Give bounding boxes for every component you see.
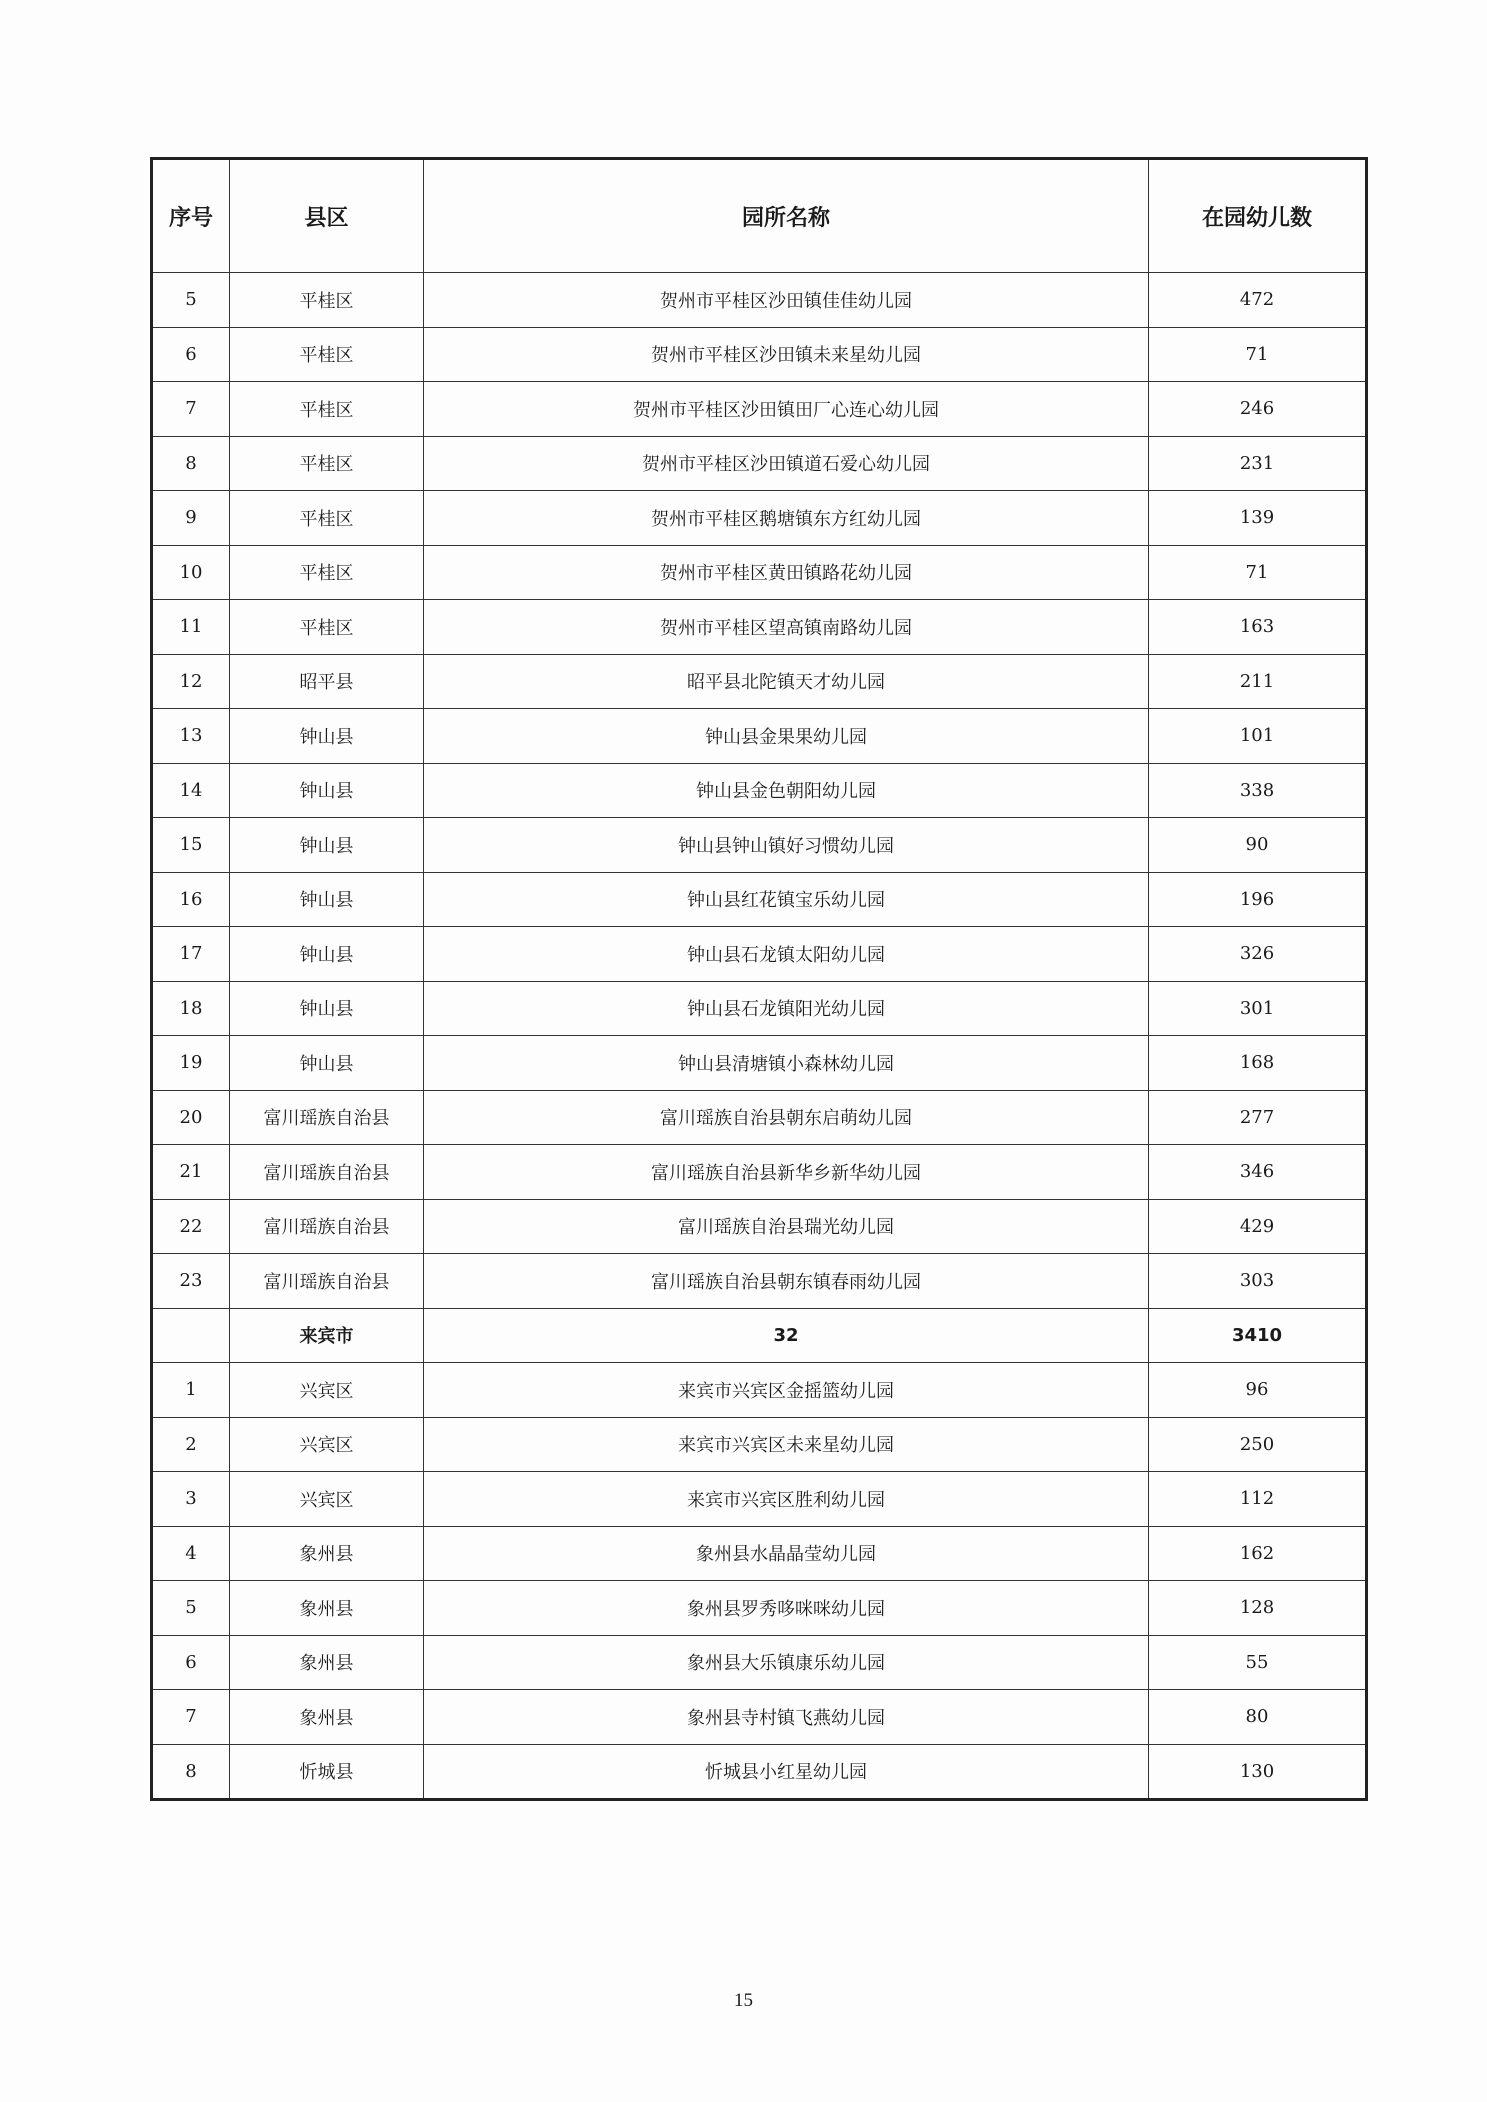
cell-county: 平桂区	[230, 600, 424, 655]
cell-name: 钟山县红花镇宝乐幼儿园	[424, 872, 1149, 927]
cell-count: 168	[1149, 1036, 1367, 1091]
cell-name: 富川瑶族自治县新华乡新华幼儿园	[424, 1145, 1149, 1200]
cell-county: 钟山县	[230, 872, 424, 927]
table-row	[152, 273, 1367, 328]
cell-name: 钟山县钟山镇好习惯幼儿园	[424, 818, 1149, 873]
cell-county: 平桂区	[230, 327, 424, 382]
cell-county: 平桂区	[230, 273, 424, 328]
cell-county: 钟山县	[230, 927, 424, 982]
cell-county: 象州县	[230, 1690, 424, 1745]
cell-county: 钟山县	[230, 818, 424, 873]
cell-county: 象州县	[230, 1635, 424, 1690]
cell-county: 富川瑶族自治县	[230, 1199, 424, 1254]
table-row	[152, 600, 1367, 655]
cell-count: 101	[1149, 709, 1367, 764]
cell-name: 象州县寺村镇飞燕幼儿园	[424, 1690, 1149, 1745]
cell-seq: 19	[152, 1036, 230, 1091]
cell-county: 兴宾区	[230, 1417, 424, 1472]
cell-county: 平桂区	[230, 545, 424, 600]
cell-seq: 4	[152, 1526, 230, 1581]
cell-seq: 7	[152, 382, 230, 437]
cell-county: 平桂区	[230, 436, 424, 491]
cell-county: 象州县	[230, 1526, 424, 1581]
cell-county: 象州县	[230, 1581, 424, 1636]
cell-name: 贺州市平桂区沙田镇佳佳幼儿园	[424, 273, 1149, 328]
cell-county: 忻城县	[230, 1744, 424, 1800]
cell-seq: 8	[152, 436, 230, 491]
cell-name: 钟山县金色朝阳幼儿园	[424, 763, 1149, 818]
cell-count: 96	[1149, 1363, 1367, 1418]
cell-county: 兴宾区	[230, 1363, 424, 1418]
cell-seq: 22	[152, 1199, 230, 1254]
cell-seq: 6	[152, 1635, 230, 1690]
table-row	[152, 709, 1367, 764]
kindergarten-table	[150, 157, 1368, 1801]
cell-name: 贺州市平桂区沙田镇未来星幼儿园	[424, 327, 1149, 382]
cell-county: 钟山县	[230, 1036, 424, 1091]
cell-county: 钟山县	[230, 763, 424, 818]
cell-count: 196	[1149, 872, 1367, 927]
cell-count: 163	[1149, 600, 1367, 655]
header-seq: 序号	[152, 159, 230, 273]
subtotal-row	[152, 1308, 1367, 1363]
table-row	[152, 1635, 1367, 1690]
cell-name: 贺州市平桂区沙田镇道石爱心幼儿园	[424, 436, 1149, 491]
cell-seq: 8	[152, 1744, 230, 1800]
cell-seq: 13	[152, 709, 230, 764]
cell-seq: 15	[152, 818, 230, 873]
table-row	[152, 981, 1367, 1036]
cell-count: 231	[1149, 436, 1367, 491]
table-row	[152, 763, 1367, 818]
table-row	[152, 1417, 1367, 1472]
cell-count: 211	[1149, 654, 1367, 709]
cell-name: 钟山县清塘镇小森林幼儿园	[424, 1036, 1149, 1091]
cell-count: 112	[1149, 1472, 1367, 1527]
table-row	[152, 654, 1367, 709]
cell-seq: 12	[152, 654, 230, 709]
cell-name: 32	[424, 1308, 1149, 1363]
cell-name: 富川瑶族自治县朝东镇春雨幼儿园	[424, 1254, 1149, 1309]
cell-count: 326	[1149, 927, 1367, 982]
table-row	[152, 1090, 1367, 1145]
cell-seq: 2	[152, 1417, 230, 1472]
table-row	[152, 327, 1367, 382]
cell-county: 富川瑶族自治县	[230, 1145, 424, 1200]
cell-count: 3410	[1149, 1308, 1367, 1363]
cell-seq: 23	[152, 1254, 230, 1309]
cell-name: 来宾市兴宾区金摇篮幼儿园	[424, 1363, 1149, 1418]
table-header-row	[152, 159, 1367, 273]
table-row	[152, 1363, 1367, 1418]
cell-count: 472	[1149, 273, 1367, 328]
page-number: 15	[734, 1990, 753, 2011]
table-row	[152, 1744, 1367, 1800]
cell-count: 128	[1149, 1581, 1367, 1636]
table-row	[152, 818, 1367, 873]
cell-name: 象州县大乐镇康乐幼儿园	[424, 1635, 1149, 1690]
table-row	[152, 1526, 1367, 1581]
cell-county: 钟山县	[230, 981, 424, 1036]
cell-count: 429	[1149, 1199, 1367, 1254]
table-row	[152, 1254, 1367, 1309]
cell-seq: 3	[152, 1472, 230, 1527]
cell-seq: 9	[152, 491, 230, 546]
cell-count: 130	[1149, 1744, 1367, 1800]
cell-county: 兴宾区	[230, 1472, 424, 1527]
table-row	[152, 1581, 1367, 1636]
cell-count: 301	[1149, 981, 1367, 1036]
cell-county: 平桂区	[230, 491, 424, 546]
cell-county: 富川瑶族自治县	[230, 1090, 424, 1145]
table-row	[152, 436, 1367, 491]
cell-seq: 1	[152, 1363, 230, 1418]
cell-name: 贺州市平桂区鹅塘镇东方红幼儿园	[424, 491, 1149, 546]
table-row	[152, 382, 1367, 437]
cell-name: 贺州市平桂区沙田镇田厂心连心幼儿园	[424, 382, 1149, 437]
cell-seq: 7	[152, 1690, 230, 1745]
cell-name: 来宾市兴宾区胜利幼儿园	[424, 1472, 1149, 1527]
table-row	[152, 1036, 1367, 1091]
cell-seq: 11	[152, 600, 230, 655]
cell-count: 80	[1149, 1690, 1367, 1745]
cell-count: 277	[1149, 1090, 1367, 1145]
cell-county: 昭平县	[230, 654, 424, 709]
cell-count: 55	[1149, 1635, 1367, 1690]
cell-seq: 5	[152, 1581, 230, 1636]
cell-count: 139	[1149, 491, 1367, 546]
cell-name: 钟山县石龙镇阳光幼儿园	[424, 981, 1149, 1036]
cell-count: 246	[1149, 382, 1367, 437]
cell-seq: 10	[152, 545, 230, 600]
cell-county: 钟山县	[230, 709, 424, 764]
cell-seq: 14	[152, 763, 230, 818]
table-row	[152, 872, 1367, 927]
cell-seq: 21	[152, 1145, 230, 1200]
header-count: 在园幼儿数	[1149, 159, 1367, 273]
cell-seq: 16	[152, 872, 230, 927]
cell-name: 富川瑶族自治县朝东启萌幼儿园	[424, 1090, 1149, 1145]
cell-count: 346	[1149, 1145, 1367, 1200]
cell-count: 71	[1149, 545, 1367, 600]
header-name: 园所名称	[424, 159, 1149, 273]
cell-name: 忻城县小红星幼儿园	[424, 1744, 1149, 1800]
table-row	[152, 1199, 1367, 1254]
cell-name: 象州县罗秀哆咪咪幼儿园	[424, 1581, 1149, 1636]
cell-county: 来宾市	[230, 1308, 424, 1363]
cell-name: 钟山县石龙镇太阳幼儿园	[424, 927, 1149, 982]
cell-name: 昭平县北陀镇天才幼儿园	[424, 654, 1149, 709]
table-row	[152, 927, 1367, 982]
cell-seq: 20	[152, 1090, 230, 1145]
cell-seq: 17	[152, 927, 230, 982]
cell-count: 338	[1149, 763, 1367, 818]
cell-seq: 6	[152, 327, 230, 382]
cell-name: 贺州市平桂区黄田镇路花幼儿园	[424, 545, 1149, 600]
cell-name: 象州县水晶晶莹幼儿园	[424, 1526, 1149, 1581]
cell-name: 钟山县金果果幼儿园	[424, 709, 1149, 764]
cell-count: 250	[1149, 1417, 1367, 1472]
cell-seq: 18	[152, 981, 230, 1036]
cell-seq: 5	[152, 273, 230, 328]
table-row	[152, 491, 1367, 546]
cell-county: 平桂区	[230, 382, 424, 437]
table-row	[152, 1145, 1367, 1200]
header-county: 县区	[230, 159, 424, 273]
cell-count: 90	[1149, 818, 1367, 873]
table-row	[152, 1472, 1367, 1527]
cell-name: 贺州市平桂区望高镇南路幼儿园	[424, 600, 1149, 655]
cell-seq	[152, 1308, 230, 1363]
table-body	[152, 273, 1367, 1800]
table-row	[152, 1690, 1367, 1745]
cell-count: 71	[1149, 327, 1367, 382]
table-row	[152, 545, 1367, 600]
cell-county: 富川瑶族自治县	[230, 1254, 424, 1309]
cell-name: 来宾市兴宾区未来星幼儿园	[424, 1417, 1149, 1472]
cell-count: 162	[1149, 1526, 1367, 1581]
cell-count: 303	[1149, 1254, 1367, 1309]
cell-name: 富川瑶族自治县瑞光幼儿园	[424, 1199, 1149, 1254]
